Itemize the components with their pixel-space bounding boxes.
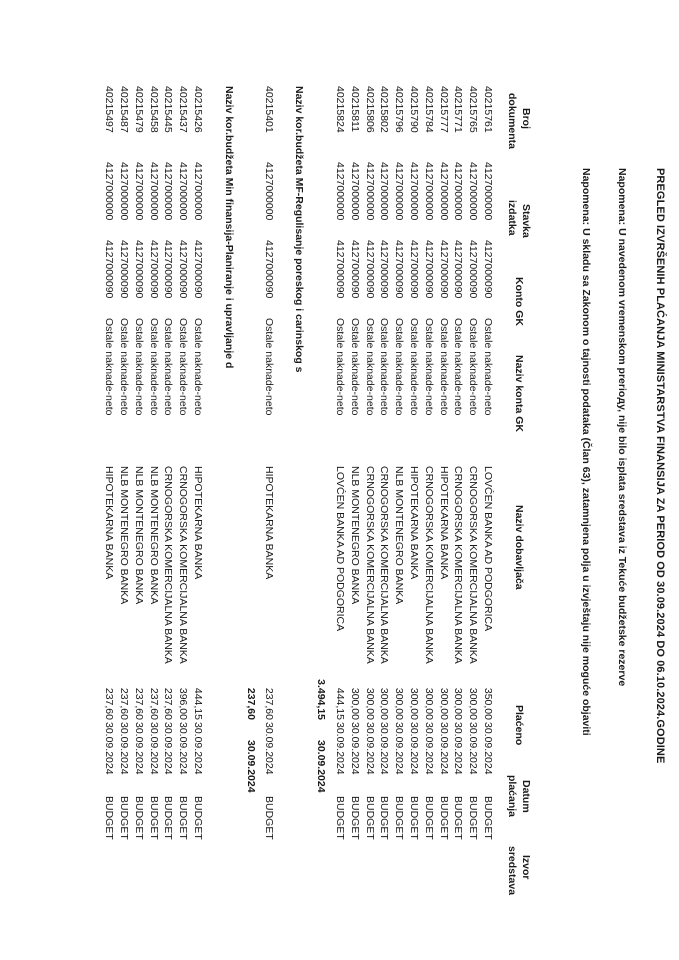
cell-naziv-konta: Ostale naknade-neto <box>349 318 361 416</box>
cell-izvor: BUDGET <box>177 796 189 840</box>
cell-datum: 30.09.2024 <box>334 722 346 775</box>
header-izvor-line2: sredstava <box>506 846 518 896</box>
cell-datum: 30.09.2024 <box>103 722 115 775</box>
cell-doc: 40215806 <box>364 86 376 133</box>
cell-naziv-konta: Ostale naknade-neto <box>192 318 204 416</box>
cell-stavka: 4127000000 <box>263 162 275 221</box>
group-total: 237,60 <box>245 687 257 720</box>
cell-konto: 4127000090 <box>118 240 130 299</box>
cell-konto: 4127000090 <box>452 240 464 299</box>
cell-izvor: BUDGET <box>148 796 160 840</box>
cell-iznos: 300,00 <box>423 687 435 720</box>
header-stavka-line1: Stavka <box>520 204 532 238</box>
header-naziv-konta: Naziv konta GK <box>513 355 525 433</box>
cell-naziv-konta: Ostale naknade-neto <box>378 318 390 416</box>
report-title: PREGLED IZVRŠENIH PLAĆANJA MINISTARSTVA FINANSIJA ZA PERIOD OD 30.09.2024 DO 06.10.2024.GODINE <box>654 168 666 764</box>
header-broj-line2: dokumenta <box>506 93 518 150</box>
cell-naziv-konta: Ostale naknade-neto <box>162 318 174 416</box>
cell-datum: 30.09.2024 <box>177 722 189 775</box>
cell-izvor: BUDGET <box>118 796 130 840</box>
cell-doc: 40215426 <box>192 86 204 133</box>
cell-dobavljac: NLB MONTENEGRO BANKA <box>133 466 145 605</box>
group-total: 3.494,15 <box>315 679 327 720</box>
cell-doc: 40215437 <box>177 86 189 133</box>
cell-doc: 40215458 <box>148 86 160 133</box>
cell-stavka: 4127000000 <box>177 162 189 221</box>
cell-izvor: BUDGET <box>438 796 450 840</box>
cell-iznos: 444,15 <box>192 687 204 720</box>
cell-naziv-konta: Ostale naknade-neto <box>423 318 435 416</box>
cell-konto: 4127000090 <box>393 240 405 299</box>
cell-datum: 30.09.2024 <box>162 722 174 775</box>
cell-stavka: 4127000000 <box>378 162 390 221</box>
cell-izvor: BUDGET <box>467 796 479 840</box>
cell-dobavljac: LOVĆEN BANKA AD PODGORICA <box>334 466 346 632</box>
cell-doc: 40215487 <box>118 86 130 133</box>
cell-izvor: BUDGET <box>349 796 361 840</box>
header-datum-line1: Datum <box>520 780 532 813</box>
cell-konto: 4127000090 <box>467 240 479 299</box>
cell-stavka: 4127000000 <box>423 162 435 221</box>
cell-datum: 30.09.2024 <box>133 722 145 775</box>
cell-izvor: BUDGET <box>452 796 464 840</box>
cell-naziv-konta: Ostale naknade-neto <box>482 318 494 416</box>
cell-doc: 40215777 <box>438 86 450 133</box>
header-placeno: Plaćeno <box>513 705 525 746</box>
cell-iznos: 300,00 <box>393 687 405 720</box>
note-secrecy: Napomena: U skladu sa Zakonom o tajnosti podataka (Član 63), zatamnjena polja u izvještaju nije moguće objaviti <box>580 168 592 736</box>
cell-konto: 4127000090 <box>349 240 361 299</box>
cell-doc: 40215790 <box>408 86 420 133</box>
cell-stavka: 4127000000 <box>118 162 130 221</box>
cell-konto: 4127000090 <box>334 240 346 299</box>
cell-stavka: 4127000000 <box>148 162 160 221</box>
cell-doc: 40215479 <box>133 86 145 133</box>
cell-iznos: 237,60 <box>263 687 275 720</box>
cell-naziv-konta: Ostale naknade-neto <box>364 318 376 416</box>
cell-naziv-konta: Ostale naknade-neto <box>148 318 160 416</box>
cell-dobavljac: CRNOGORSKA KOMERCIJALNA BANKA <box>452 466 464 664</box>
cell-naziv-konta: Ostale naknade-neto <box>393 318 405 416</box>
cell-izvor: BUDGET <box>192 796 204 840</box>
cell-doc: 40215401 <box>263 86 275 133</box>
cell-konto: 4127000090 <box>148 240 160 299</box>
cell-konto: 4127000090 <box>438 240 450 299</box>
cell-datum: 30.09.2024 <box>482 722 494 775</box>
cell-iznos: 300,00 <box>452 687 464 720</box>
cell-dobavljac: HIPOTEKARNA BANKA <box>263 466 275 580</box>
cell-dobavljac: HIPOTEKARNA BANKA <box>103 466 115 580</box>
cell-doc: 40215761 <box>482 86 494 133</box>
cell-doc: 40215771 <box>452 86 464 133</box>
cell-datum: 30.09.2024 <box>378 722 390 775</box>
cell-stavka: 4127000000 <box>103 162 115 221</box>
group-total-date: 30.09.2024 <box>245 740 257 793</box>
cell-dobavljac: LOVĆEN BANKA AD PODGORICA <box>482 466 494 632</box>
cell-konto: 4127000090 <box>192 240 204 299</box>
cell-izvor: BUDGET <box>393 796 405 840</box>
cell-naziv-konta: Ostale naknade-neto <box>133 318 145 416</box>
cell-konto: 4127000090 <box>364 240 376 299</box>
header-datum-line2: plaćanja <box>506 775 518 818</box>
cell-doc: 40215765 <box>467 86 479 133</box>
cell-datum: 30.09.2024 <box>192 722 204 775</box>
cell-naziv-konta: Ostale naknade-neto <box>103 318 115 416</box>
cell-dobavljac: NLB MONTENEGRO BANKA <box>148 466 160 605</box>
cell-izvor: BUDGET <box>103 796 115 840</box>
cell-dobavljac: HIPOTEKARNA BANKA <box>192 466 204 580</box>
cell-konto: 4127000090 <box>263 240 275 299</box>
cell-doc: 40215445 <box>162 86 174 133</box>
cell-izvor: BUDGET <box>162 796 174 840</box>
cell-doc: 40215811 <box>349 86 361 132</box>
cell-dobavljac: CRNOGORSKA KOMERCIJALNA BANKA <box>364 466 376 664</box>
cell-iznos: 300,00 <box>438 687 450 720</box>
cell-iznos: 237,60 <box>118 687 130 720</box>
cell-iznos: 350,00 <box>482 687 494 720</box>
cell-konto: 4127000090 <box>162 240 174 299</box>
cell-izvor: BUDGET <box>482 796 494 840</box>
cell-izvor: BUDGET <box>423 796 435 840</box>
cell-dobavljac: HIPOTEKARNA BANKA <box>408 466 420 580</box>
cell-doc: 40215824 <box>334 86 346 133</box>
cell-stavka: 4127000000 <box>482 162 494 221</box>
header-broj-line1: Broj <box>520 108 532 129</box>
header-dobavljac: Naziv dobavljača <box>513 505 525 590</box>
cell-izvor: BUDGET <box>133 796 145 840</box>
cell-stavka: 4127000000 <box>364 162 376 221</box>
cell-iznos: 237,60 <box>162 687 174 720</box>
cell-datum: 30.09.2024 <box>408 722 420 775</box>
cell-naziv-konta: Ostale naknade-neto <box>118 318 130 416</box>
cell-izvor: BUDGET <box>408 796 420 840</box>
cell-konto: 4127000090 <box>133 240 145 299</box>
cell-iznos: 300,00 <box>378 687 390 720</box>
header-konto: Konto GK <box>513 277 525 326</box>
cell-doc: 40215796 <box>393 86 405 133</box>
cell-naziv-konta: Ostale naknade-neto <box>263 318 275 416</box>
cell-stavka: 4127000000 <box>349 162 361 221</box>
cell-naziv-konta: Ostale naknade-neto <box>408 318 420 416</box>
cell-stavka: 4127000000 <box>438 162 450 221</box>
cell-datum: 30.09.2024 <box>423 722 435 775</box>
cell-datum: 30.09.2024 <box>467 722 479 775</box>
cell-datum: 30.09.2024 <box>263 722 275 775</box>
cell-datum: 30.09.2024 <box>118 722 130 775</box>
cell-iznos: 396,00 <box>177 687 189 720</box>
header-izvor-line1: Izvor <box>520 855 532 880</box>
cell-konto: 4127000090 <box>423 240 435 299</box>
cell-stavka: 4127000000 <box>408 162 420 221</box>
cell-konto: 4127000090 <box>378 240 390 299</box>
group-total-date: 30.09.2024 <box>315 740 327 793</box>
cell-iznos: 237,60 <box>103 687 115 720</box>
cell-iznos: 237,60 <box>133 687 145 720</box>
cell-doc: 40215802 <box>378 86 390 133</box>
header-stavka-line2: izdatka <box>506 200 518 236</box>
cell-doc: 40215497 <box>103 86 115 133</box>
cell-stavka: 4127000000 <box>192 162 204 221</box>
cell-datum: 30.09.2024 <box>349 722 361 775</box>
cell-iznos: 300,00 <box>364 687 376 720</box>
cell-stavka: 4127000000 <box>334 162 346 221</box>
cell-datum: 30.09.2024 <box>438 722 450 775</box>
cell-naziv-konta: Ostale naknade-neto <box>438 318 450 416</box>
cell-stavka: 4127000000 <box>452 162 464 221</box>
cell-naziv-konta: Ostale naknade-neto <box>334 318 346 416</box>
cell-dobavljac: CRNOGORSKA KOMERCIJALNA BANKA <box>162 466 174 664</box>
cell-iznos: 300,00 <box>349 687 361 720</box>
cell-dobavljac: NLB MONTENEGRO BANKA <box>118 466 130 605</box>
cell-naziv-konta: Ostale naknade-neto <box>177 318 189 416</box>
cell-izvor: BUDGET <box>263 796 275 840</box>
cell-datum: 30.09.2024 <box>364 722 376 775</box>
cell-datum: 30.09.2024 <box>452 722 464 775</box>
cell-konto: 4127000090 <box>482 240 494 299</box>
cell-iznos: 300,00 <box>467 687 479 720</box>
cell-dobavljac: HIPOTEKARNA BANKA <box>438 466 450 580</box>
cell-izvor: BUDGET <box>378 796 390 840</box>
cell-dobavljac: CRNOGORSKA KOMERCIJALNA BANKA <box>177 466 189 664</box>
cell-stavka: 4127000000 <box>467 162 479 221</box>
cell-datum: 30.09.2024 <box>148 722 160 775</box>
cell-datum: 30.09.2024 <box>393 722 405 775</box>
cell-stavka: 4127000000 <box>133 162 145 221</box>
note-reserve: Napomena: U navedenom vremenskom prerioду, nije bilo isplata sredstava iz Tekuće budžetske rezerve <box>616 168 628 687</box>
cell-izvor: BUDGET <box>334 796 346 840</box>
cell-izvor: BUDGET <box>364 796 376 840</box>
cell-doc: 40215784 <box>423 86 435 133</box>
cell-konto: 4127000090 <box>177 240 189 299</box>
cell-dobavljac: CRNOGORSKA KOMERCIJALNA BANKA <box>378 466 390 664</box>
cell-dobavljac: NLB MONTENEGRO BANKA <box>393 466 405 605</box>
cell-stavka: 4127000000 <box>393 162 405 221</box>
group-title: Naziv kor.budžeta Min finansija-Planiranje i upravljanje d <box>223 86 235 369</box>
cell-naziv-konta: Ostale naknade-neto <box>467 318 479 416</box>
cell-iznos: 237,60 <box>148 687 160 720</box>
cell-konto: 4127000090 <box>408 240 420 299</box>
cell-iznos: 444,15 <box>334 687 346 720</box>
group-title: Naziv kor.budžeta MF-Regulisanje poreskog i carinskog s <box>293 86 305 373</box>
cell-iznos: 300,00 <box>408 687 420 720</box>
cell-dobavljac: NLB MONTENEGRO BANKA <box>349 466 361 605</box>
cell-naziv-konta: Ostale naknade-neto <box>452 318 464 416</box>
cell-dobavljac: CRNOGORSKA KOMERCIJALNA BANKA <box>467 466 479 664</box>
cell-dobavljac: CRNOGORSKA KOMERCIJALNA BANKA <box>423 466 435 664</box>
cell-konto: 4127000090 <box>103 240 115 299</box>
cell-stavka: 4127000000 <box>162 162 174 221</box>
